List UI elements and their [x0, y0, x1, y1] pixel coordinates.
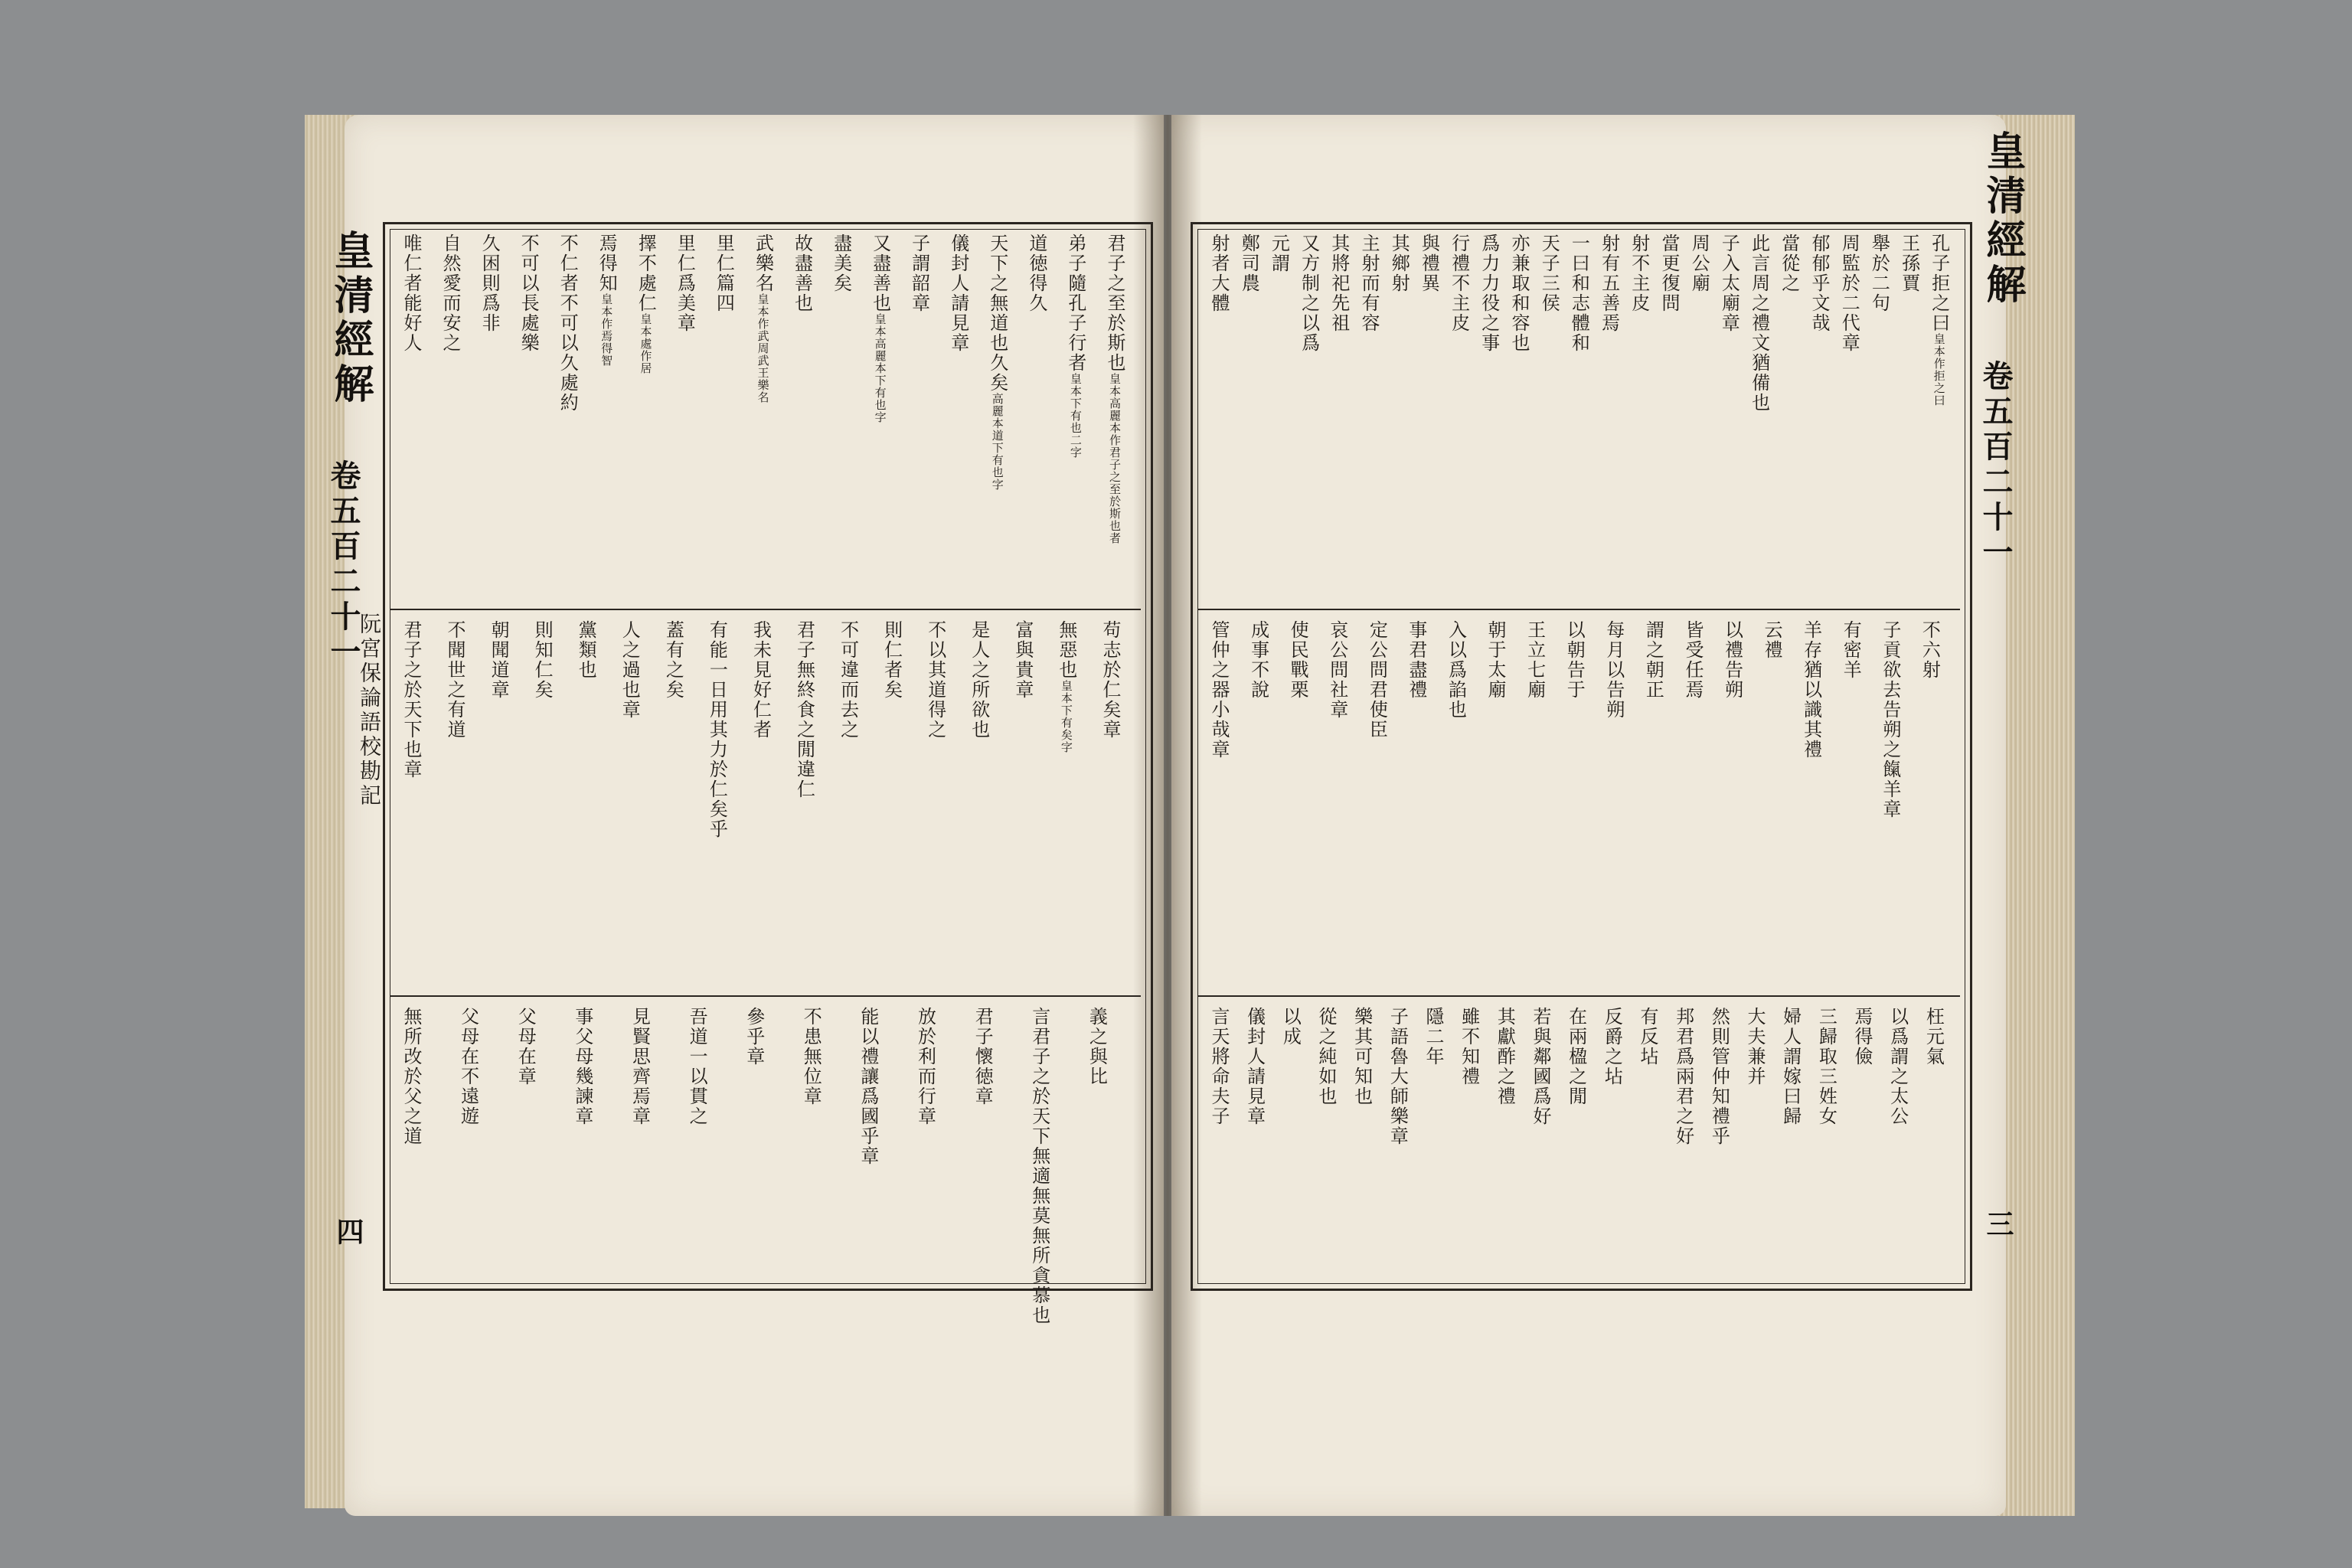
column-main-text: 無所改於父之道 — [400, 1007, 422, 1146]
text-column — [1919, 620, 1939, 680]
column-main-text: 一曰和志體和 — [1568, 234, 1590, 353]
text-column — [1288, 620, 1308, 700]
column-main-text: 君子無終食之閒違仁 — [793, 620, 815, 799]
text-column — [1209, 1007, 1229, 1126]
text-column — [1900, 234, 1919, 293]
column-main-text: 儀封人請見章 — [1243, 1007, 1266, 1126]
text-column — [576, 620, 596, 680]
text-column — [795, 620, 815, 799]
column-main-text: 父母在章 — [514, 1007, 537, 1086]
column-main-text: 謂之朝正 — [1642, 620, 1664, 700]
column-main-text: 皆受任焉 — [1681, 620, 1704, 700]
column-main-text: 子貢欲去告朔之餼羊章 — [1879, 620, 1901, 819]
text-column — [687, 1007, 707, 1126]
text-column — [573, 1007, 593, 1126]
text-column — [1629, 234, 1649, 313]
column-main-text: 雖不知禮 — [1458, 1007, 1480, 1086]
text-column — [1599, 234, 1619, 333]
text-column — [1683, 620, 1703, 700]
left-register-divider-1 — [390, 609, 1141, 610]
text-column — [1762, 620, 1782, 660]
text-column — [1423, 1007, 1443, 1067]
column-main-text: 定公問君使臣 — [1366, 620, 1388, 740]
column-main-text: 以爲謂之太公 — [1886, 1007, 1909, 1126]
column-main-text: 不可違而去之 — [837, 620, 859, 740]
column-main-text: 在兩楹之閒 — [1565, 1007, 1587, 1106]
column-main-text: 無惡也 — [1055, 620, 1077, 680]
text-column — [1459, 1007, 1479, 1086]
column-main-text: 朝于太廟 — [1485, 620, 1507, 700]
column-main-text: 王孫賈 — [1898, 234, 1920, 293]
column-main-text: 王立七廟 — [1524, 620, 1546, 700]
text-column — [401, 234, 421, 353]
column-main-text: 每月以告朔 — [1602, 620, 1625, 720]
column-note-text: 皇本高麗本作君子之至於斯也者 — [1107, 373, 1122, 544]
text-column — [744, 1007, 764, 1067]
column-main-text: 周監於二代章 — [1838, 234, 1860, 353]
column-main-text: 黨類也 — [575, 620, 597, 680]
column-main-text: 參乎章 — [743, 1007, 765, 1067]
text-column — [1719, 234, 1739, 333]
column-main-text: 以朝告于 — [1563, 620, 1586, 700]
column-main-text: 人之過也章 — [619, 620, 641, 720]
text-column — [1643, 620, 1663, 700]
text-column — [1602, 1007, 1622, 1086]
left-volume-label: 卷五百二十一 — [325, 459, 361, 671]
text-column — [714, 234, 733, 313]
column-main-text: 唯仁者能好人 — [400, 234, 422, 353]
column-main-text: 若與鄰國爲好 — [1530, 1007, 1551, 1126]
column-main-text: 其將祀先祖 — [1328, 234, 1350, 333]
text-column — [926, 620, 946, 740]
text-column — [1779, 234, 1799, 293]
text-column — [1638, 1007, 1658, 1067]
column-main-text: 射者大體 — [1208, 234, 1230, 313]
column-main-text: 天子三侯 — [1538, 234, 1560, 313]
text-column — [1604, 620, 1624, 720]
text-column — [1569, 234, 1589, 353]
text-column — [1839, 234, 1859, 353]
column-main-text: 則仁者矣 — [880, 620, 903, 700]
text-column — [629, 1007, 649, 1126]
column-main-text: 其獻酢之禮 — [1494, 1007, 1516, 1106]
text-column — [1781, 1007, 1801, 1126]
column-main-text: 吾道一以貫之 — [686, 1007, 708, 1126]
column-main-text: 盡美矣 — [830, 234, 852, 293]
column-note-text: 皇本下有也二字 — [1068, 373, 1083, 459]
column-main-text: 言天將命夫子 — [1208, 1007, 1230, 1126]
column-main-text: 樂其可知也 — [1351, 1007, 1373, 1106]
column-main-text: 放於利而行章 — [914, 1007, 936, 1126]
column-main-text: 是人之所欲也 — [968, 620, 990, 740]
text-column — [1809, 234, 1829, 333]
column-note-text: 皇本處作居 — [639, 313, 653, 374]
column-main-text: 其鄉射 — [1388, 234, 1410, 293]
text-column — [1245, 1007, 1265, 1126]
text-column — [1328, 620, 1348, 720]
column-main-text: 儀封人請見章 — [947, 234, 969, 353]
column-main-text: 義之與比 — [1086, 1007, 1108, 1086]
column-main-text: 又盡善也 — [869, 234, 891, 313]
text-column — [1539, 234, 1559, 313]
column-main-text: 不以其道得之 — [924, 620, 946, 740]
column-main-text: 弟子隨孔子行者 — [1064, 234, 1086, 373]
column-main-text: 鄭司農 — [1238, 234, 1260, 293]
text-column — [1329, 234, 1349, 333]
text-column — [1249, 620, 1269, 700]
column-main-text: 郁郁乎文哉 — [1808, 234, 1830, 333]
column-main-text: 不患無位章 — [800, 1007, 822, 1106]
text-column — [1449, 234, 1469, 333]
column-main-text: 事君盡禮 — [1405, 620, 1427, 700]
text-column — [1057, 620, 1076, 753]
left-margin-title: 皇清經解 — [327, 230, 374, 407]
text-column — [1816, 1007, 1836, 1126]
column-main-text: 當更復問 — [1658, 234, 1680, 313]
column-main-text: 君子之至於斯也 — [1103, 234, 1125, 373]
column-main-text: 爲力力役之事 — [1478, 234, 1500, 353]
text-column — [1030, 1007, 1050, 1325]
column-main-text: 久困則爲非 — [479, 234, 501, 333]
text-column — [635, 234, 655, 374]
right-volume-label: 卷五百二十一 — [1978, 360, 2014, 571]
column-main-text: 以成 — [1279, 1007, 1302, 1047]
text-column — [1869, 234, 1889, 313]
column-main-text: 主射而有容 — [1358, 234, 1380, 333]
column-main-text: 富與貴章 — [1011, 620, 1034, 700]
column-note-text: 高麗本道下有也字 — [990, 393, 1004, 491]
column-main-text: 君子懷徳章 — [972, 1007, 994, 1106]
text-column — [1709, 1007, 1729, 1146]
text-column — [1352, 1007, 1372, 1106]
text-column — [1509, 234, 1529, 353]
text-column — [858, 1007, 878, 1166]
text-column — [557, 234, 577, 413]
column-note-text: 皇本下有矣字 — [1059, 680, 1073, 753]
text-column — [1367, 620, 1387, 740]
text-column — [1923, 1007, 1943, 1067]
text-column — [1530, 1007, 1550, 1126]
left-register-divider-2 — [390, 995, 1141, 997]
text-column — [1659, 234, 1679, 313]
column-main-text: 隱二年 — [1423, 1007, 1444, 1067]
text-column — [1749, 234, 1769, 413]
left-folio: 四 — [332, 1217, 364, 1245]
column-main-text: 射不主皮 — [1628, 234, 1650, 313]
column-main-text: 射有五善焉 — [1598, 234, 1620, 333]
column-main-text: 父母在不遠遊 — [457, 1007, 479, 1126]
text-column — [1100, 620, 1120, 740]
column-main-text: 大夫兼并 — [1744, 1007, 1766, 1086]
column-main-text: 則知仁矣 — [531, 620, 554, 700]
text-column — [596, 234, 616, 367]
text-column — [1446, 620, 1465, 720]
text-column — [1316, 1007, 1336, 1106]
text-column — [1802, 620, 1821, 760]
column-main-text: 言君子之於天下無適無莫無所貪慕也 — [1028, 1007, 1050, 1325]
column-main-text: 當從之 — [1778, 234, 1800, 293]
column-main-text: 蓋有之矣 — [662, 620, 684, 700]
column-main-text: 不仁者不可以久處約 — [557, 234, 579, 413]
text-column — [619, 620, 639, 720]
column-main-text: 焉得儉 — [1851, 1007, 1873, 1067]
column-main-text: 從之純如也 — [1315, 1007, 1337, 1106]
text-column — [753, 234, 773, 403]
text-column — [1086, 1007, 1106, 1086]
text-column — [445, 620, 465, 740]
right-page-frame — [1191, 222, 1972, 1291]
text-column — [401, 620, 421, 779]
text-column — [1852, 1007, 1872, 1067]
text-column — [1280, 1007, 1300, 1047]
text-column — [1105, 234, 1125, 544]
text-column — [969, 620, 989, 740]
text-column — [1745, 1007, 1765, 1086]
text-column — [1027, 234, 1047, 313]
text-column — [1359, 234, 1379, 333]
text-column — [707, 620, 727, 839]
column-main-text: 天下之無道也久矣 — [986, 234, 1008, 393]
right-margin-title: 皇清經解 — [1979, 130, 2026, 308]
text-column — [1689, 234, 1709, 293]
column-main-text: 武樂名 — [752, 234, 774, 293]
text-column — [518, 234, 538, 353]
text-column — [401, 1007, 421, 1146]
text-column — [949, 234, 969, 353]
column-main-text: 朝聞道章 — [488, 620, 510, 700]
column-note-text: 皇本高麗本下有也字 — [873, 313, 887, 423]
column-main-text: 里仁爲美章 — [674, 234, 696, 333]
column-main-text: 有反坫 — [1637, 1007, 1658, 1067]
text-column — [532, 620, 552, 700]
text-column — [1494, 1007, 1514, 1106]
column-main-text: 焉得知 — [596, 234, 618, 293]
column-main-text: 我未見好仁者 — [750, 620, 772, 740]
column-main-text: 邦君爲兩君之好 — [1672, 1007, 1694, 1146]
text-column — [1013, 620, 1033, 700]
text-column — [1564, 620, 1584, 700]
column-main-text: 成事不說 — [1247, 620, 1269, 700]
column-main-text: 故盡善也 — [791, 234, 813, 313]
text-column — [515, 1007, 535, 1086]
text-column — [910, 234, 929, 313]
column-main-text: 以禮告朔 — [1721, 620, 1743, 700]
column-main-text: 不六射 — [1919, 620, 1941, 680]
column-main-text: 見賢思齊焉章 — [629, 1007, 651, 1126]
text-column — [988, 234, 1008, 491]
column-main-text: 管仲之器小哉章 — [1208, 620, 1230, 760]
column-main-text: 三歸取三姓女 — [1815, 1007, 1838, 1126]
column-main-text: 行禮不主皮 — [1448, 234, 1470, 333]
text-column — [459, 1007, 479, 1126]
text-column — [1209, 620, 1229, 760]
text-column — [1066, 234, 1086, 459]
column-main-text: 此言周之禮文猶備也 — [1748, 234, 1770, 413]
text-column — [792, 234, 812, 313]
column-main-text: 枉元氣 — [1922, 1007, 1945, 1067]
column-main-text: 元謂 — [1268, 234, 1290, 273]
column-main-text: 苟志於仁矣章 — [1099, 620, 1121, 740]
text-column — [1888, 1007, 1908, 1126]
column-note-text: 皇本作拒之曰 — [1932, 333, 1946, 407]
text-column — [1674, 1007, 1694, 1146]
column-main-text: 擇不處仁 — [635, 234, 657, 313]
text-column — [1239, 234, 1259, 293]
column-main-text: 孔子拒之曰 — [1928, 234, 1950, 333]
text-column — [1841, 620, 1860, 680]
column-main-text: 里仁篇四 — [713, 234, 735, 313]
column-main-text: 亦兼取和容也 — [1508, 234, 1530, 353]
text-column — [1479, 234, 1499, 353]
right-folio: 三 — [1982, 1210, 2014, 1237]
column-main-text: 子入太廟章 — [1718, 234, 1740, 333]
column-main-text: 子謂韶章 — [908, 234, 930, 313]
text-column — [916, 1007, 936, 1126]
column-main-text: 自然愛而安之 — [439, 234, 462, 353]
column-note-text: 皇本作武周武王樂名 — [756, 293, 770, 403]
column-main-text: 不聞世之有道 — [444, 620, 466, 740]
column-main-text: 道徳得久 — [1025, 234, 1047, 313]
column-main-text: 婦人謂嫁曰歸 — [1779, 1007, 1802, 1126]
text-column — [488, 620, 508, 700]
column-main-text: 與禮異 — [1418, 234, 1440, 293]
column-main-text: 舉於二句 — [1868, 234, 1890, 313]
text-column — [1929, 234, 1949, 407]
column-main-text: 云禮 — [1761, 620, 1783, 660]
text-column — [1209, 234, 1229, 313]
text-column — [663, 620, 683, 700]
column-main-text: 能以禮讓爲國乎章 — [857, 1007, 879, 1166]
text-column — [479, 234, 499, 333]
text-column — [1419, 234, 1439, 293]
column-main-text: 事父母幾諫章 — [571, 1007, 593, 1126]
left-sub-title: 阮宮保論語校勘記 — [357, 612, 382, 808]
text-column — [675, 234, 694, 333]
column-main-text: 羊存猶以識其禮 — [1800, 620, 1822, 760]
column-note-text: 皇本作焉得智 — [599, 293, 614, 367]
right-register-divider-2 — [1198, 995, 1960, 997]
text-column — [1525, 620, 1545, 700]
text-column — [1880, 620, 1900, 819]
column-main-text: 有密羊 — [1840, 620, 1862, 680]
column-main-text: 反爵之坫 — [1601, 1007, 1623, 1086]
text-column — [1485, 620, 1505, 700]
text-column — [1389, 234, 1409, 293]
text-column — [1723, 620, 1743, 700]
column-main-text: 君子之於天下也章 — [400, 620, 422, 779]
text-column — [831, 234, 851, 293]
column-main-text: 不可以長處樂 — [518, 234, 540, 353]
text-column — [750, 620, 770, 740]
column-main-text: 哀公問社章 — [1326, 620, 1348, 720]
text-column — [1387, 1007, 1407, 1146]
column-main-text: 入以爲諂也 — [1445, 620, 1467, 720]
text-column — [1406, 620, 1426, 700]
column-main-text: 使民戰栗 — [1287, 620, 1309, 700]
column-main-text: 然則管仲知禮乎 — [1708, 1007, 1730, 1146]
text-column — [838, 620, 858, 740]
text-column — [871, 234, 890, 423]
column-main-text: 又方制之以爲 — [1298, 234, 1320, 353]
column-main-text: 周公廟 — [1688, 234, 1710, 293]
text-column — [882, 620, 902, 700]
text-column — [1269, 234, 1289, 273]
column-main-text: 子語魯大師樂章 — [1387, 1007, 1409, 1146]
text-column — [801, 1007, 821, 1106]
right-register-divider-1 — [1198, 609, 1960, 610]
column-main-text: 有能一日用其力於仁矣乎 — [706, 620, 728, 839]
text-column — [972, 1007, 992, 1106]
text-column — [440, 234, 460, 353]
text-column — [1566, 1007, 1586, 1106]
text-column — [1299, 234, 1319, 353]
